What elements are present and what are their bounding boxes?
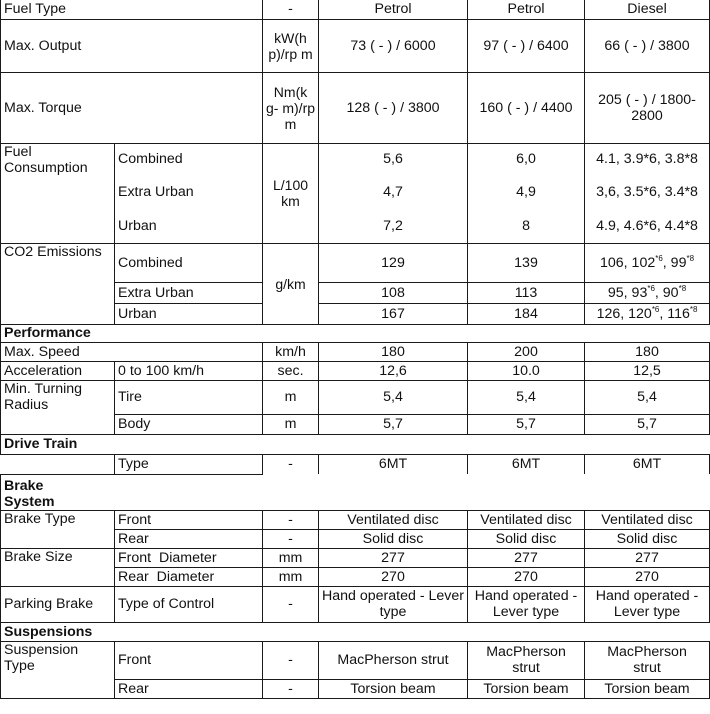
consumption-label: Fuel Consumption [1, 143, 115, 243]
accel-unit: sec. [263, 361, 319, 380]
emissions-value: 108 [319, 282, 468, 303]
emissions-value: 129 [319, 243, 468, 282]
suspension-value: Torsion beam [585, 679, 710, 698]
emissions-diesel-value: 126, 120$^{*6}$, 116$^{*8}$ [585, 303, 710, 324]
output-value-2: 97 ( - ) / 6400 [468, 19, 585, 72]
suspensions-section-row [1, 622, 710, 641]
output-value-3: 66 ( - ) / 3800 [585, 19, 710, 72]
brake-type-label: Brake Type [1, 510, 115, 548]
consumption-row [1, 143, 710, 175]
suspensions-section-title: Suspensions [1, 622, 710, 641]
suspension-value: MacPherson strut [319, 641, 468, 679]
suspension-label: Suspension Type [1, 641, 115, 698]
turning-sub-label: Body [115, 414, 263, 434]
brake-section-row [1, 474, 710, 510]
consumption-value: 8 [468, 209, 585, 243]
consumption-sub-label: Extra Urban [115, 175, 263, 209]
output-label: Max. Output [1, 19, 263, 72]
drivetrain-section-title: Drive Train [1, 434, 710, 454]
consumption-value: 3,6, 3.5*6, 3.4*8 [585, 175, 710, 209]
turning-value: 5,7 [319, 414, 468, 434]
blank-cell [1, 454, 115, 474]
emissions-value: 139 [468, 243, 585, 282]
consumption-value: 4.1, 3.9*6, 3.8*8 [585, 143, 710, 175]
consumption-unit: L/100 km [263, 143, 319, 243]
consumption-value: 4,7 [319, 175, 468, 209]
accel-value: 12,6 [319, 361, 468, 380]
parking-value: Hand operated - Lever type [585, 586, 710, 622]
speed-label: Max. Speed [1, 342, 263, 361]
speed-value: 180 [319, 342, 468, 361]
accel-row [1, 361, 710, 380]
drivetrain-unit: - [263, 454, 319, 474]
fuel-col-2: Petrol [468, 0, 585, 19]
torque-value-3: 205 ( - ) / 1800-2800 [585, 72, 710, 143]
parking-value: Hand operated - Lever type [319, 586, 468, 622]
emissions-value: 184 [468, 303, 585, 324]
torque-value-1: 128 ( - ) / 3800 [319, 72, 468, 143]
brake-section-title [1, 474, 710, 510]
speed-value: 200 [468, 342, 585, 361]
brake-size-value: 270 [319, 567, 468, 586]
brake-section-text: Brake System [4, 477, 55, 510]
brake-value: Ventilated disc [319, 510, 468, 529]
parking-sub-label: Type of Control [115, 586, 263, 622]
suspension-value: MacPherson strut [585, 641, 710, 679]
brake-sub-label: Rear [115, 529, 263, 548]
turning-unit: m [263, 414, 319, 434]
brake-sub-label: Front [115, 510, 263, 529]
consumption-sub-label: Urban [115, 209, 263, 243]
emissions-sub-label: Combined [115, 243, 263, 282]
suspension-value: Torsion beam [468, 679, 585, 698]
turning-sub-label: Tire [115, 380, 263, 414]
emissions-value: 167 [319, 303, 468, 324]
emissions-unit: g/km [263, 243, 319, 324]
output-row [1, 19, 710, 72]
emissions-diesel-value: 106, 102$^{*6}$, 99$^{*8}$ [585, 243, 710, 282]
brake-size-unit: mm [263, 567, 319, 586]
torque-unit: Nm(k g- m)/rp m [263, 72, 319, 143]
suspension-sub-label: Rear [115, 679, 263, 698]
drivetrain-value: 6MT [319, 454, 468, 474]
fuel-col-1: Petrol [319, 0, 468, 19]
consumption-value: 4.9, 4.6*6, 4.4*8 [585, 209, 710, 243]
consumption-value: 4,9 [468, 175, 585, 209]
parking-row [1, 586, 710, 622]
emissions-value: 113 [468, 282, 585, 303]
fuel-type-label: Fuel Type [1, 0, 263, 19]
emissions-label: CO2 Emissions [1, 243, 115, 324]
suspension-value: Torsion beam [319, 679, 468, 698]
suspension-unit: - [263, 679, 319, 698]
brake-type-row [1, 510, 710, 529]
speed-row [1, 342, 710, 361]
consumption-value: 5,6 [319, 143, 468, 175]
suspension-sub-label: Front [115, 641, 263, 679]
accel-value: 10.0 [468, 361, 585, 380]
performance-section-row [1, 324, 710, 342]
turning-value: 5,7 [468, 414, 585, 434]
turning-unit: m [263, 380, 319, 414]
drivetrain-section-row [1, 434, 710, 454]
brake-size-value: 270 [585, 567, 710, 586]
torque-value-2: 160 ( - ) / 4400 [468, 72, 585, 143]
unit-cell: - [263, 0, 319, 19]
brake-value: Ventilated disc [585, 510, 710, 529]
consumption-value: 7,2 [319, 209, 468, 243]
brake-size-sub-label: Front Diameter [115, 548, 263, 567]
turning-row [1, 380, 710, 414]
header-row [1, 0, 710, 19]
brake-unit: - [263, 529, 319, 548]
emissions-diesel-value: 95, 93$^{*6}$, 90$^{*8}$ [585, 282, 710, 303]
parking-value: Hand operated - Lever type [468, 586, 585, 622]
brake-size-sub-label: Rear Diameter [115, 567, 263, 586]
speed-value: 180 [585, 342, 710, 361]
brake-value: Ventilated disc [468, 510, 585, 529]
turning-value: 5,7 [585, 414, 710, 434]
drivetrain-value: 6MT [468, 454, 585, 474]
turning-value: 5,4 [585, 380, 710, 414]
turning-label: Min. Turning Radius [1, 380, 115, 434]
emissions-sub-label: Extra Urban [115, 282, 263, 303]
brake-size-row [1, 548, 710, 567]
brake-size-value: 277 [585, 548, 710, 567]
torque-row [1, 72, 710, 143]
brake-value: Solid disc [319, 529, 468, 548]
brake-size-unit: mm [263, 548, 319, 567]
performance-section-title: Performance [1, 324, 710, 342]
parking-label: Parking Brake [1, 586, 115, 622]
brake-size-value: 270 [468, 567, 585, 586]
turning-value: 5,4 [319, 380, 468, 414]
consumption-value: 6,0 [468, 143, 585, 175]
suspension-unit: - [263, 641, 319, 679]
accel-label: Acceleration [1, 361, 115, 380]
brake-value: Solid disc [585, 529, 710, 548]
drivetrain-type-label: Type [115, 454, 263, 474]
accel-value: 12,5 [585, 361, 710, 380]
output-value-1: 73 ( - ) / 6000 [319, 19, 468, 72]
output-unit: kW(h p)/rp m [263, 19, 319, 72]
turning-value: 5,4 [468, 380, 585, 414]
brake-size-label: Brake Size [1, 548, 115, 586]
drivetrain-type-row [1, 454, 710, 474]
accel-sub-label: 0 to 100 km/h [115, 361, 263, 380]
speed-unit: km/h [263, 342, 319, 361]
suspension-value: MacPherson strut [468, 641, 585, 679]
brake-value: Solid disc [468, 529, 585, 548]
drivetrain-value: 6MT [585, 454, 710, 474]
brake-size-value: 277 [468, 548, 585, 567]
brake-size-value: 277 [319, 548, 468, 567]
consumption-sub-label: Combined [115, 143, 263, 175]
suspension-row [1, 641, 710, 679]
emissions-sub-label: Urban [115, 303, 263, 324]
parking-unit: - [263, 586, 319, 622]
fuel-col-3: Diesel [585, 0, 710, 19]
brake-unit: - [263, 510, 319, 529]
emissions-row [1, 243, 710, 282]
torque-label: Max. Torque [1, 72, 263, 143]
